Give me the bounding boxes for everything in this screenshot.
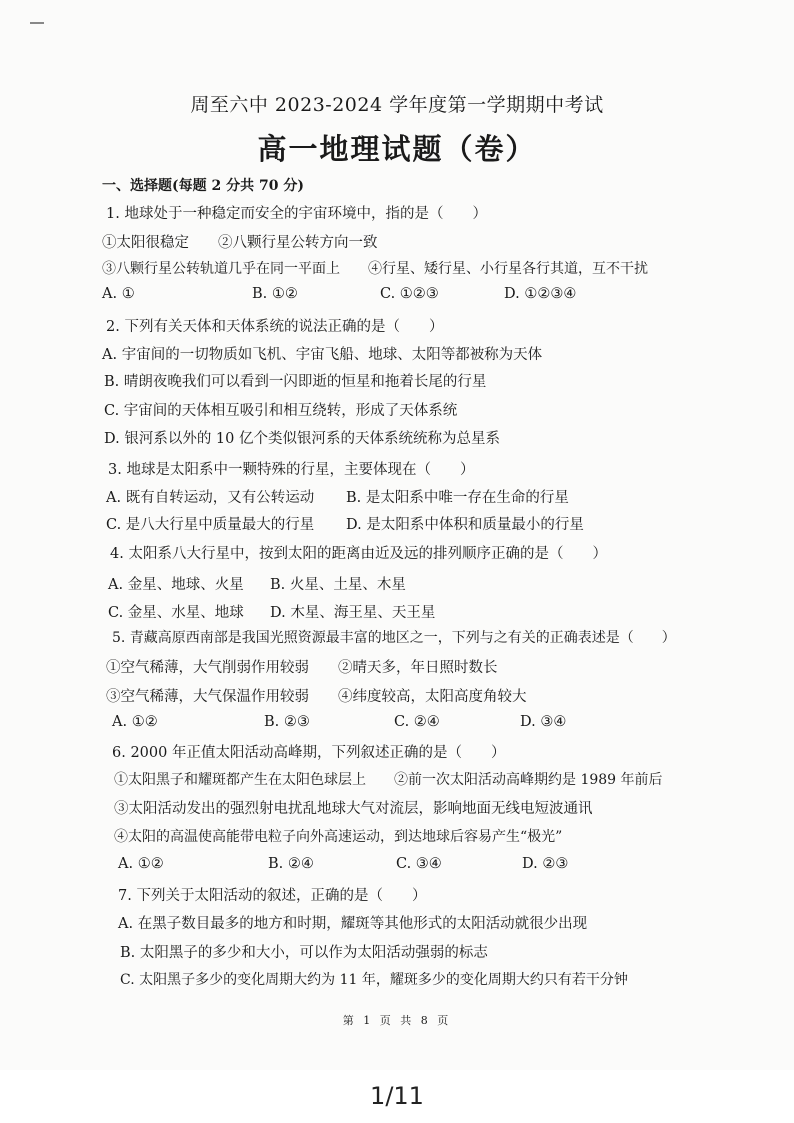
option-c: C. 太阳黑子多少的变化周期大约为 11 年，耀斑多少的变化周期大约只有若干分钟 <box>120 972 628 988</box>
option-c: C. ③④ <box>396 856 442 872</box>
option-d: D. 银河系以外的 10 亿个类似银河系的天体系统统称为总星系 <box>104 431 500 447</box>
page-footer: 第 1 页 共 8 页 <box>342 1014 452 1027</box>
option-d: D. 是太阳系中体积和质量最小的行星 <box>346 517 584 533</box>
option-d: D. ③④ <box>520 714 567 730</box>
option-b: B. 太阳黑子的多少和大小，可以作为太阳活动强弱的标志 <box>120 945 488 961</box>
question-7-stem: 7. 下列关于太阳活动的叙述，正确的是（ ） <box>118 888 427 904</box>
option-c: C. 是八大行星中质量最大的行星 <box>106 517 315 533</box>
option-c: C. ②④ <box>394 714 440 730</box>
question-6-stem: 6. 2000 年正值太阳活动高峰期，下列叙述正确的是（ ） <box>112 745 506 761</box>
question-1-statement: ③八颗行星公转轨道几乎在同一平面上 ④行星、矮行星、小行星各行其道，互不干扰 <box>102 261 648 277</box>
option-a: A. ①② <box>112 714 158 730</box>
option-c: C. 金星、水星、地球 <box>108 605 244 621</box>
question-5-statement: ①空气稀薄，大气削弱作用较弱 ②晴天多，年日照时数长 <box>106 660 498 676</box>
option-b: B. ②④ <box>268 856 314 872</box>
scan-mark <box>30 22 44 24</box>
option-a: A. 宇宙间的一切物质如飞机、宇宙飞船、地球、太阳等都被称为天体 <box>102 347 543 363</box>
option-b: B. ①② <box>252 286 298 302</box>
question-3-stem: 3. 地球是太阳系中一颗特殊的行星，主要体现在（ ） <box>108 462 475 478</box>
question-5-statement: ③空气稀薄，大气保温作用较弱 ④纬度较高，太阳高度角较大 <box>106 689 527 705</box>
question-6-statement: ①太阳黑子和耀斑都产生在太阳色球层上 ②前一次太阳活动高峰期约是 1989 年前后 <box>114 772 663 788</box>
question-4-stem: 4. 太阳系八大行星中，按到太阳的距离由近及远的排列顺序正确的是（ ） <box>110 546 607 562</box>
question-1-stem: 1. 地球处于一种稳定而安全的宇宙环境中，指的是（ ） <box>106 206 487 222</box>
option-a: A. ①② <box>118 856 164 872</box>
exam-title: 高一地理试题（卷） <box>257 132 537 166</box>
option-a: A. ① <box>102 286 135 302</box>
option-c: C. 宇宙间的天体相互吸引和相互绕转，形成了天体系统 <box>104 403 458 419</box>
option-d: D. 木星、海王星、天王星 <box>270 605 436 621</box>
question-5-stem: 5. 青藏高原西南部是我国光照资源最丰富的地区之一，下列与之有关的正确表述是（ ） <box>112 630 676 646</box>
option-b: B. 火星、土星、木星 <box>270 577 406 593</box>
question-6-statement: ④太阳的高温使高能带电粒子向外高速运动，到达地球后容易产生“极光” <box>114 829 563 845</box>
option-d: D. ①②③④ <box>504 286 577 302</box>
option-b: B. 是太阳系中唯一存在生命的行星 <box>346 490 569 506</box>
question-1-statement: ①太阳很稳定 ②八颗行星公转方向一致 <box>102 235 378 251</box>
option-a: A. 金星、地球、火星 <box>108 577 244 593</box>
exam-header: 周至六中 2023-2024 学年度第一学期期中考试 <box>190 94 604 116</box>
page-counter: 1/11 <box>370 1082 424 1110</box>
option-a: A. 既有自转运动，又有公转运动 <box>106 490 315 506</box>
question-2-stem: 2. 下列有关天体和天体系统的说法正确的是（ ） <box>106 319 444 335</box>
option-c: C. ①②③ <box>380 286 439 302</box>
option-b: B. ②③ <box>264 714 310 730</box>
question-6-statement: ③太阳活动发出的强烈射电扰乱地球大气对流层，影响地面无线电短波通讯 <box>114 801 593 817</box>
option-b: B. 晴朗夜晚我们可以看到一闪即逝的恒星和拖着长尾的行星 <box>104 374 487 390</box>
option-d: D. ②③ <box>522 856 569 872</box>
section-title: 一、选择题(每题 2 分共 70 分) <box>102 178 304 194</box>
option-a: A. 在黑子数目最多的地方和时期，耀斑等其他形式的太阳活动就很少出现 <box>118 916 588 932</box>
